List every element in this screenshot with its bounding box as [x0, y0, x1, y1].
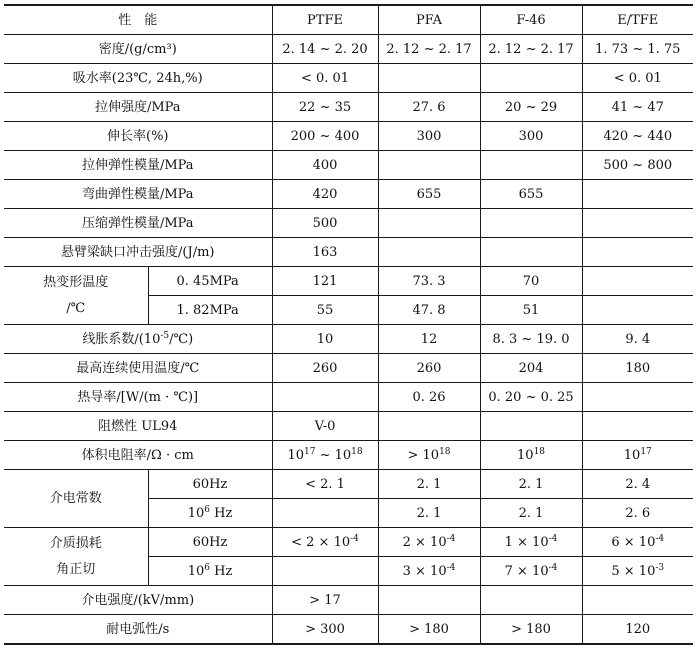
cell-etfe: 180: [582, 354, 693, 383]
cell-ptfe: $10^{17}$ ~ $10^{18}$: [272, 441, 378, 470]
cell-etfe: $5 \times 10^{-3}$: [582, 557, 693, 586]
cell-etfe: [582, 267, 693, 296]
cell-f46: $10^{18}$: [480, 441, 582, 470]
cell-pfa: 0. 26: [378, 383, 480, 412]
cell-etfe: < 0. 01: [582, 64, 693, 93]
row-label: 悬臂梁缺口冲击强度/(J/m): [4, 238, 272, 267]
cell-f46: 204: [480, 354, 582, 383]
cell-etfe: [582, 180, 693, 209]
cell-ptfe: [272, 499, 378, 528]
table-row: [4, 209, 693, 238]
header-pfa: PFA: [378, 5, 480, 35]
cell-pfa: > 180: [378, 615, 480, 645]
table-row: [4, 35, 693, 64]
row-label: 阻燃性 UL94: [4, 412, 272, 441]
cell-pfa: [378, 64, 480, 93]
cell-ptfe: 260: [272, 354, 378, 383]
frequency-label: 60Hz: [148, 470, 272, 499]
cell-f46: [480, 151, 582, 180]
table-row: [4, 383, 693, 412]
cell-etfe: [582, 412, 693, 441]
table-row: [4, 180, 693, 209]
frequency-label: $10^6$ Hz: [148, 499, 272, 528]
cell-f46: [480, 586, 582, 615]
cell-etfe: [582, 296, 693, 325]
cell-pfa: [378, 586, 480, 615]
table-row: [4, 122, 693, 151]
cell-etfe: 2. 6: [582, 499, 693, 528]
cell-pfa: 27. 6: [378, 93, 480, 122]
frequency-label: $10^6$ Hz: [148, 557, 272, 586]
row-label: 拉伸强度/MPa: [4, 93, 272, 122]
cell-f46: 20 ~ 29: [480, 93, 582, 122]
row-label: 体积电阻率/Ω · cm: [4, 441, 272, 470]
cell-ptfe: 22 ~ 35: [272, 93, 378, 122]
table-row: [4, 238, 693, 267]
cell-f46: 51: [480, 296, 582, 325]
fluoropolymer-properties-table: [4, 4, 693, 645]
cell-ptfe: 420: [272, 180, 378, 209]
row-label: 弯曲弹性模量/MPa: [4, 180, 272, 209]
cell-pfa: 73. 3: [378, 267, 480, 296]
cell-etfe: [582, 238, 693, 267]
cell-ptfe: < 2. 1: [272, 470, 378, 499]
row-label: 线胀系数$/(10^{-5}/℃)$: [4, 325, 272, 354]
cell-etfe: $10^{17}$: [582, 441, 693, 470]
cell-ptfe: > 300: [272, 615, 378, 645]
cell-f46: 655: [480, 180, 582, 209]
cell-pfa: 2. 1: [378, 470, 480, 499]
cell-pfa: $2 \times 10^{-4}$: [378, 528, 480, 557]
cell-ptfe: 163: [272, 238, 378, 267]
cell-pfa: [378, 209, 480, 238]
table-row: [4, 615, 693, 645]
cell-f46: [480, 238, 582, 267]
cell-f46: [480, 412, 582, 441]
row-label: 吸水率(23℃, 24h,%): [4, 64, 272, 93]
dielectric-constant-label: 介电常数: [4, 470, 148, 528]
cell-f46: [480, 209, 582, 238]
cell-ptfe: 121: [272, 267, 378, 296]
heat-deflection-label-line1: 热变形温度: [43, 274, 109, 290]
cell-pfa: 2. 12 ~ 2. 17: [378, 35, 480, 64]
cell-ptfe: 55: [272, 296, 378, 325]
row-label: 热导率/[W/(m · ℃)]: [4, 383, 272, 412]
table-row: [4, 151, 693, 180]
cell-ptfe: 200 ~ 400: [272, 122, 378, 151]
table-row: [4, 267, 693, 296]
cell-f46: 0. 20 ~ 0. 25: [480, 383, 582, 412]
table-row: [4, 325, 693, 354]
cell-etfe: 420 ~ 440: [582, 122, 693, 151]
cell-pfa: [378, 238, 480, 267]
heat-deflection-label: [4, 267, 148, 325]
cell-pfa: 47. 8: [378, 296, 480, 325]
cell-etfe: [582, 586, 693, 615]
loss-tangent-label-line1: 介质损耗: [49, 535, 102, 551]
table-row: [4, 412, 693, 441]
cell-ptfe: < 0. 01: [272, 64, 378, 93]
cell-pfa: [378, 412, 480, 441]
cell-etfe: 1. 73 ~ 1. 75: [582, 35, 693, 64]
cell-ptfe: 500: [272, 209, 378, 238]
cell-pfa: 260: [378, 354, 480, 383]
cell-etfe: 41 ~ 47: [582, 93, 693, 122]
header-f46: F-46: [480, 5, 582, 35]
header-property: 性 能: [4, 5, 272, 35]
cell-f46: 2. 12 ~ 2. 17: [480, 35, 582, 64]
cell-ptfe: [272, 383, 378, 412]
table-row: [4, 470, 693, 499]
loss-tangent-label-line2: 角正切: [56, 561, 96, 577]
header-ptfe: PTFE: [272, 5, 378, 35]
cell-f46: 2. 1: [480, 470, 582, 499]
cell-ptfe: 2. 14 ~ 2. 20: [272, 35, 378, 64]
cell-etfe: [582, 209, 693, 238]
header-etfe: E/TFE: [582, 5, 693, 35]
cell-ptfe: 10: [272, 325, 378, 354]
row-label: 耐电弧性/s: [4, 615, 272, 645]
table-row: [4, 528, 693, 557]
cell-etfe: 500 ~ 800: [582, 151, 693, 180]
cell-ptfe: [272, 557, 378, 586]
row-label: 压缩弹性模量/MPa: [4, 209, 272, 238]
cell-etfe: 9. 4: [582, 325, 693, 354]
cell-etfe: [582, 383, 693, 412]
header-row: [4, 5, 693, 35]
cell-ptfe: V-0: [272, 412, 378, 441]
cell-f46: > 180: [480, 615, 582, 645]
properties-table-page: [4, 4, 693, 665]
table-row: [4, 64, 693, 93]
cell-f46: 300: [480, 122, 582, 151]
cell-ptfe: < $2 \times 10^{-4}$: [272, 528, 378, 557]
table-row: [4, 441, 693, 470]
row-label: 介电强度/(kV/mm): [4, 586, 272, 615]
row-label: 拉伸弹性模量/MPa: [4, 151, 272, 180]
condition-label: 0. 45MPa: [148, 267, 272, 296]
table-row: [4, 354, 693, 383]
cell-pfa: [378, 151, 480, 180]
cell-ptfe: > 17: [272, 586, 378, 615]
heat-deflection-label-line2: /℃: [66, 300, 86, 316]
row-label: 最高连续使用温度/℃: [4, 354, 272, 383]
frequency-label: 60Hz: [148, 528, 272, 557]
cell-f46: [480, 64, 582, 93]
loss-tangent-label: [4, 528, 148, 586]
cell-etfe: 120: [582, 615, 693, 645]
table-row: [4, 586, 693, 615]
cell-f46: $7 \times 10^{-4}$: [480, 557, 582, 586]
cell-etfe: $6 \times 10^{-4}$: [582, 528, 693, 557]
cell-pfa: 655: [378, 180, 480, 209]
cell-pfa: > $10^{18}$: [378, 441, 480, 470]
cell-etfe: 2. 4: [582, 470, 693, 499]
cell-f46: 8. 3 ~ 19. 0: [480, 325, 582, 354]
cell-pfa: 300: [378, 122, 480, 151]
condition-label: 1. 82MPa: [148, 296, 272, 325]
cell-ptfe: 400: [272, 151, 378, 180]
row-label: 伸长率(%): [4, 122, 272, 151]
cell-f46: 70: [480, 267, 582, 296]
row-label: 密度/(g/cm³): [4, 35, 272, 64]
cell-pfa: 12: [378, 325, 480, 354]
cell-f46: $1 \times 10^{-4}$: [480, 528, 582, 557]
table-row: [4, 93, 693, 122]
cell-f46: 2. 1: [480, 499, 582, 528]
cell-pfa: 2. 1: [378, 499, 480, 528]
cell-pfa: $3 \times 10^{-4}$: [378, 557, 480, 586]
